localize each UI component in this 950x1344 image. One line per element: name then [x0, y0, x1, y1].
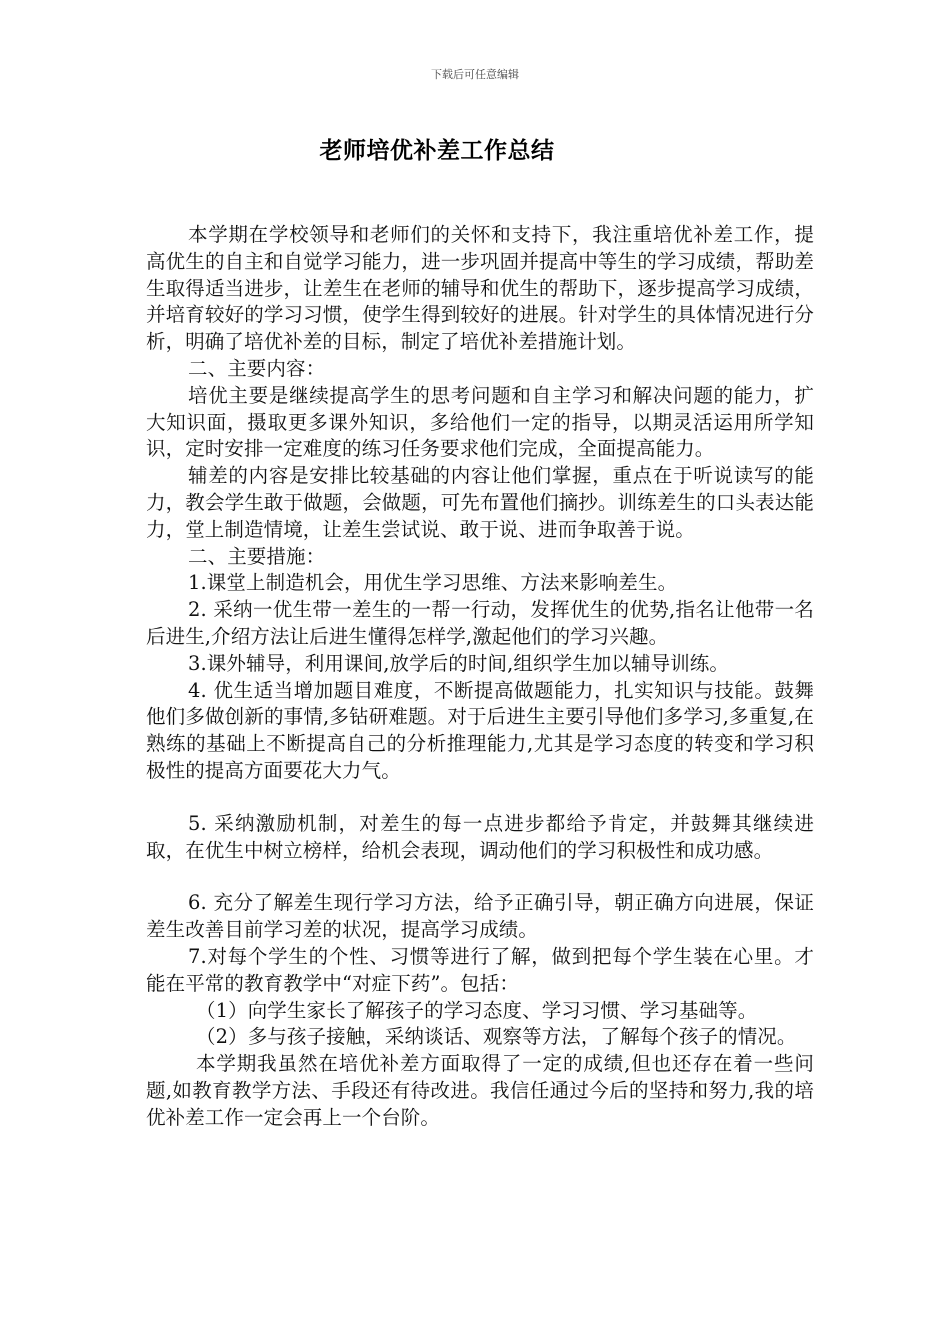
measure-sub-item-1: （1）向学生家长了解孩子的学习态度、学习习惯、学习基础等。	[196, 998, 758, 1022]
measure-item-2: 2. 采纳一优生带一差生的一帮一行动，发挥优生的优势,指名让他带一名后进生,介绍方法让后进生懂得怎样学,激起他们的学习兴趣。	[146, 598, 814, 648]
measure-item-6: 6. 充分了解差生现行学习方法，给予正确引导，朝正确方向进展，保证差生改善目前学习差的状况，提高学习成绩。	[146, 891, 814, 942]
measure-item-1: 1.课堂上制造机会，用优生学习思维、方法来影响差生。	[188, 571, 678, 595]
intro-paragraph: 本学期在学校领导和老师们的关怀和支持下，我注重培优补差工作，提高优生的自主和自觉学习能力，进一步巩固并提高中等生的学习成绩，帮助差生取得适当进步，让差生在老师的辅导和优生的帮助下，逐步提高学习成绩，并培育较好的学习习惯，使学生得到较好的进展。针对学生的具体情况进行分析，明确了培优补差的目标，制定了培优补差措施计划。	[146, 223, 814, 354]
measure-item-5: 5. 采纳激励机制，对差生的每一点进步都给予肯定，并鼓舞其继续进取，在优生中树立榜样，给机会表现，调动他们的学习积极性和成功感。	[146, 811, 814, 862]
content-weak-paragraph: 辅差的内容是安排比较基础的内容让他们掌握，重点在于听说读写的能力，教会学生敢于做题，会做题，可先布置他们摘抄。训练差生的口头表达能力，堂上制造情境，让差生尝试说、敢于说、进而争取善于说。	[146, 464, 814, 541]
section-heading-measures: 二、主要措施：	[188, 544, 326, 568]
document-body	[146, 222, 814, 1132]
measure-item-7: 7.对每个学生的个性、习惯等进行了解，做到把每个学生装在心里。才能在平常的教育教学中“对症下药”。包括：	[146, 944, 814, 995]
document-title: 老师培优补差工作总结	[319, 138, 555, 164]
closing-paragraph: 本学期我虽然在培优补差方面取得了一定的成绩,但也还存在着一些问题,如教育教学方法、手段还有待改进。我信任通过今后的坚持和努力,我的培优补差工作一定会再上一个台阶。	[146, 1052, 814, 1129]
measure-sub-item-2: （2）多与孩子接触，采纳谈话、观察等方法，了解每个孩子的情况。	[196, 1025, 797, 1049]
content-excellent-paragraph: 培优主要是继续提高学生的思考问题和自主学习和解决问题的能力，扩大知识面，摄取更多课外知识，多给他们一定的指导，以期灵活运用所学知识，定时安排一定难度的练习任务要求他们完成，全面提高能力。	[146, 383, 814, 461]
measure-item-4: 4. 优生适当增加题目难度，不断提高做题能力，扎实知识与技能。鼓舞他们多做创新的事情,多钻研难题。对于后进生主要引导他们多学习,多重复,在熟练的基础上不断提高自己的分析推理能力,尤其是学习态度的转变和学习积极性的提高方面要花大力气。	[146, 678, 814, 782]
measure-item-3: 3.课外辅导，利用课间,放学后的时间,组织学生加以辅导训练。	[188, 651, 730, 675]
section-heading-content: 二、主要内容：	[188, 356, 326, 380]
header-note: 下载后可任意编辑	[431, 68, 519, 81]
